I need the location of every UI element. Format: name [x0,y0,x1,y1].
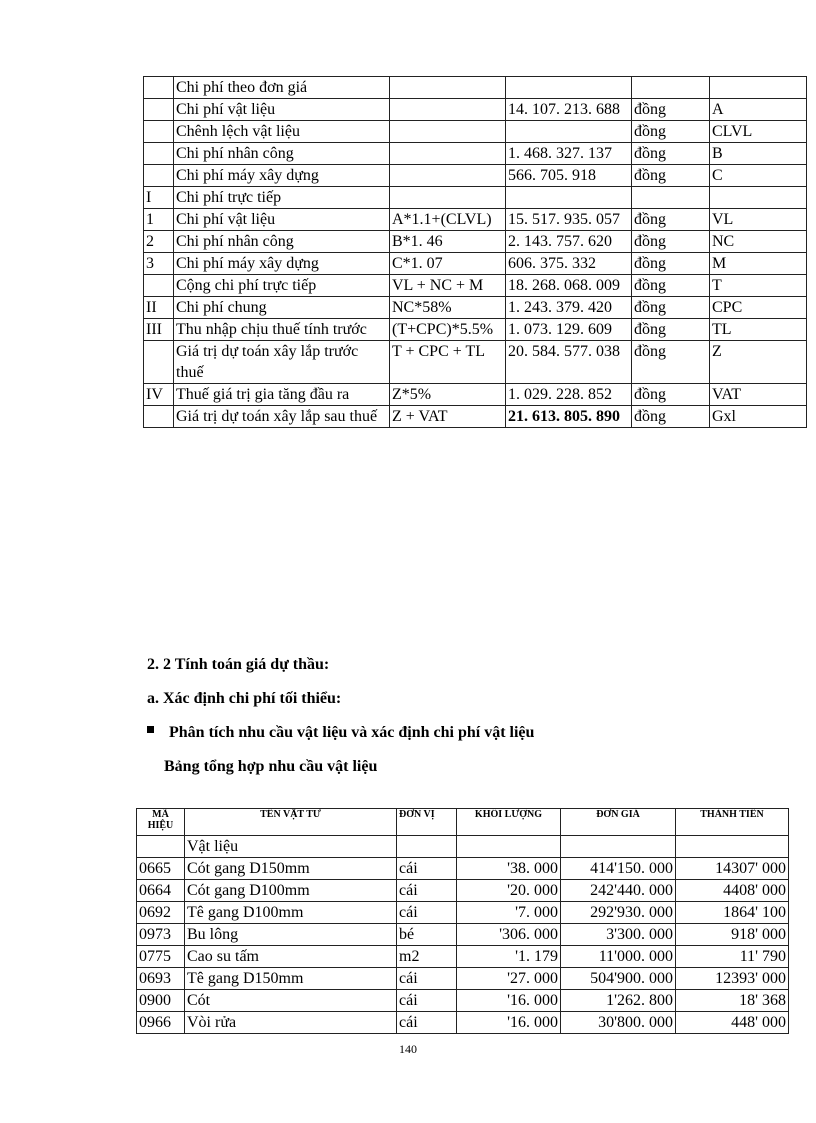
cost-cell-no [144,275,174,297]
cost-row [144,231,807,253]
material-cell-unit: cái [397,968,457,990]
cost-cell-no: I [144,187,174,209]
square-bullet-icon [147,726,154,733]
cost-cell-value [506,77,632,99]
cost-cell-unit: đồng [632,121,710,143]
cost-cell-formula [390,165,506,187]
material-cell-name: Cót gang D100mm [185,880,397,902]
cost-cell-value: 1. 029. 228. 852 [506,384,632,406]
cost-cell-formula: VL + NC + M [390,275,506,297]
material-cell-price: 3'300. 000 [561,924,676,946]
cost-cell-item: Giá trị dự toán xây lắp trước thuế [174,341,390,384]
cost-cell-value: 2. 143. 757. 620 [506,231,632,253]
material-cell-code: 0973 [137,924,185,946]
material-cell-price: 414'150. 000 [561,858,676,880]
cost-cell-unit: đồng [632,231,710,253]
cost-cell-item: Chi phí máy xây dựng [174,253,390,275]
material-row [137,1012,789,1034]
material-cell-unit: cái [397,902,457,924]
cost-cell-symbol: TL [710,319,807,341]
cost-cell-formula: Z*5% [390,384,506,406]
cost-cell-formula: (T+CPC)*5.5% [390,319,506,341]
header-total: THÀNH TIỀN [676,809,789,836]
cost-cell-item: Chi phí vật liệu [174,209,390,231]
cost-cell-value: 1. 073. 129. 609 [506,319,632,341]
material-cell-qty: '16. 000 [457,1012,561,1034]
material-row [137,880,789,902]
cost-cell-item: Chi phí nhân công [174,143,390,165]
cost-cell-item: Thu nhập chịu thuế tính trước [174,319,390,341]
cost-cell-value [506,121,632,143]
cost-cell-item: Chi phí theo đơn giá [174,77,390,99]
cost-row [144,406,807,428]
material-cell-total: 4408' 000 [676,880,789,902]
page-number: 140 [399,1042,417,1056]
cost-cell-no: IV [144,384,174,406]
material-row [137,924,789,946]
cost-cell-symbol: C [710,165,807,187]
cost-cell-value: 566. 705. 918 [506,165,632,187]
material-cell-price: 242'440. 000 [561,880,676,902]
material-cell-qty: '306. 000 [457,924,561,946]
cost-cell-value: 1. 468. 327. 137 [506,143,632,165]
cost-cell-formula: A*1.1+(CLVL) [390,209,506,231]
cost-cell-symbol [710,77,807,99]
cost-cell-no: 1 [144,209,174,231]
material-cell-price: 292'930. 000 [561,902,676,924]
cost-cell-value: 20. 584. 577. 038 [506,341,632,384]
material-row [137,902,789,924]
material-cell-name: Vòi rửa [185,1012,397,1034]
material-cell-name: Cao su tấm [185,946,397,968]
cost-row [144,143,807,165]
cost-cell-item: Chi phí vật liệu [174,99,390,121]
cost-row [144,275,807,297]
cost-cell-no [144,77,174,99]
cost-cell-unit [632,77,710,99]
cost-row [144,209,807,231]
cost-estimate-table [143,76,807,428]
cost-cell-unit: đồng [632,319,710,341]
cost-cell-no [144,341,174,384]
cost-cell-item: Chi phí nhân công [174,231,390,253]
material-cell-qty: '7. 000 [457,902,561,924]
material-cell-qty: '20. 000 [457,880,561,902]
cost-cell-value: 1. 243. 379. 420 [506,297,632,319]
cost-cell-value: 18. 268. 068. 009 [506,275,632,297]
cost-row [144,121,807,143]
material-cell-total: 14307' 000 [676,858,789,880]
group-label: Vật liệu [185,836,397,858]
header-name: TÊN VẬT TƯ [185,809,397,836]
material-cell-total: 18' 368 [676,990,789,1012]
cost-row [144,384,807,406]
material-cell-unit: cái [397,990,457,1012]
material-cell-price: 504'900. 000 [561,968,676,990]
section-heading: 2. 2 Tính toán giá dự thầu: [147,656,330,673]
cost-cell-symbol [710,187,807,209]
cost-cell-symbol: CPC [710,297,807,319]
cost-cell-symbol: M [710,253,807,275]
cost-cell-symbol: A [710,99,807,121]
cost-cell-formula [390,121,506,143]
cost-cell-no [144,99,174,121]
cost-cell-symbol: VAT [710,384,807,406]
material-row [137,858,789,880]
material-cell-qty: '16. 000 [457,990,561,1012]
cost-estimate-body [144,77,807,428]
cost-cell-formula: Z + VAT [390,406,506,428]
cost-cell-item: Giá trị dự toán xây lắp sau thuế [174,406,390,428]
material-cell-price: 1'262. 800 [561,990,676,1012]
subsection-heading: a. Xác định chi phí tối thiểu: [147,690,342,707]
cost-cell-formula [390,187,506,209]
material-cell-qty: '1. 179 [457,946,561,968]
material-cell-total: 448' 000 [676,1012,789,1034]
cost-cell-unit: đồng [632,165,710,187]
material-cell-qty: '27. 000 [457,968,561,990]
material-cell-code: 0966 [137,1012,185,1034]
cost-cell-symbol: VL [710,209,807,231]
material-cell-code: 0692 [137,902,185,924]
material-cell-unit: m2 [397,946,457,968]
cost-row [144,99,807,121]
material-row [137,968,789,990]
header-unit: ĐƠN VỊ [397,809,457,836]
cost-cell-symbol: NC [710,231,807,253]
cost-row [144,319,807,341]
material-table-body [137,836,789,1034]
cost-cell-no: 3 [144,253,174,275]
cost-cell-formula [390,77,506,99]
cost-cell-formula: C*1. 07 [390,253,506,275]
cost-cell-symbol: CLVL [710,121,807,143]
material-cell-unit: bé [397,924,457,946]
material-row [137,990,789,1012]
cost-row [144,297,807,319]
cost-cell-symbol: B [710,143,807,165]
header-qty: KHỐI LƯỢNG [457,809,561,836]
bullet-heading: Phân tích nhu cầu vật liệu và xác định chi phí vật liệu [169,724,535,741]
material-cell-price: 11'000. 000 [561,946,676,968]
material-cell-code: 0665 [137,858,185,880]
cost-cell-value: 606. 375. 332 [506,253,632,275]
material-cell-name: Cót gang D150mm [185,858,397,880]
cost-cell-item: Chi phí chung [174,297,390,319]
cost-cell-no [144,165,174,187]
cost-cell-unit: đồng [632,253,710,275]
cost-cell-symbol: Gxl [710,406,807,428]
material-cell-code: 0664 [137,880,185,902]
cost-cell-formula [390,99,506,121]
material-cell-total: 1864' 100 [676,902,789,924]
cost-cell-unit: đồng [632,297,710,319]
group-row [137,836,789,858]
material-table [136,808,789,1034]
cost-cell-formula: T + CPC + TL [390,341,506,384]
table-title: Bảng tổng hợp nhu cầu vật liệu [164,758,378,775]
cost-cell-item: Chênh lệch vật liệu [174,121,390,143]
cost-cell-unit [632,187,710,209]
material-cell-name: Tê gang D150mm [185,968,397,990]
cost-row [144,187,807,209]
material-cell-total: 12393' 000 [676,968,789,990]
cost-cell-unit: đồng [632,406,710,428]
cost-cell-no [144,121,174,143]
cost-cell-item: Cộng chi phí trực tiếp [174,275,390,297]
material-cell-price: 30'800. 000 [561,1012,676,1034]
cost-row [144,77,807,99]
header-code: MÃ HIỆU [137,809,185,836]
material-table-header [137,809,789,836]
cost-cell-no [144,143,174,165]
material-cell-code: 0693 [137,968,185,990]
cost-row [144,165,807,187]
cost-cell-symbol: Z [710,341,807,384]
material-row [137,946,789,968]
cost-cell-value: 14. 107. 213. 688 [506,99,632,121]
cost-cell-formula [390,143,506,165]
cost-cell-unit: đồng [632,99,710,121]
cost-cell-value [506,187,632,209]
cost-cell-value: 15. 517. 935. 057 [506,209,632,231]
cost-cell-item: Chi phí máy xây dựng [174,165,390,187]
header-price: ĐƠN GIÁ [561,809,676,836]
cost-cell-formula: B*1. 46 [390,231,506,253]
cost-cell-no [144,406,174,428]
cost-cell-item: Thuế giá trị gia tăng đầu ra [174,384,390,406]
cost-cell-symbol: T [710,275,807,297]
cost-cell-unit: đồng [632,341,710,384]
cost-cell-formula: NC*58% [390,297,506,319]
material-cell-unit: cái [397,1012,457,1034]
material-cell-code: 0775 [137,946,185,968]
cost-cell-unit: đồng [632,209,710,231]
material-cell-name: Bu lông [185,924,397,946]
cost-cell-no: 2 [144,231,174,253]
material-cell-unit: cái [397,858,457,880]
material-cell-unit: cái [397,880,457,902]
material-cell-name: Tê gang D100mm [185,902,397,924]
cost-cell-item: Chi phí trực tiếp [174,187,390,209]
cost-cell-no: III [144,319,174,341]
material-cell-name: Cót [185,990,397,1012]
cost-row [144,341,807,384]
material-cell-total: 11' 790 [676,946,789,968]
cost-cell-value: 21. 613. 805. 890 [506,406,632,428]
cost-cell-no: II [144,297,174,319]
cost-cell-unit: đồng [632,384,710,406]
material-cell-qty: '38. 000 [457,858,561,880]
cost-cell-unit: đồng [632,275,710,297]
material-cell-total: 918' 000 [676,924,789,946]
cost-cell-unit: đồng [632,143,710,165]
material-cell-code: 0900 [137,990,185,1012]
cost-row [144,253,807,275]
